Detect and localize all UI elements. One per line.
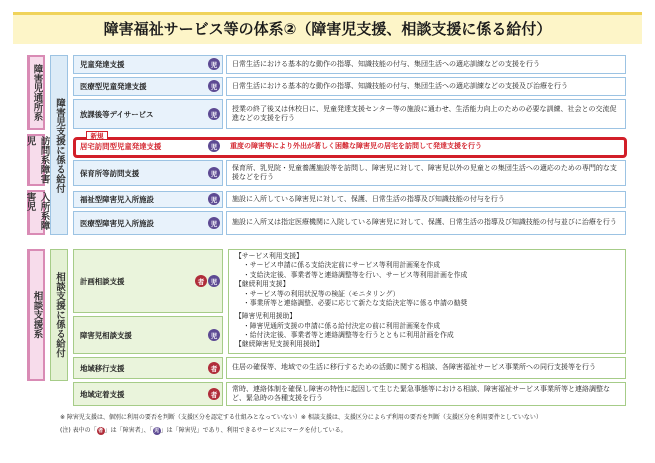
- desc-medical-residential: 施設に入所又は指定医療機関に入院している障害児に対して、保護、日常生活の指導及び知識技能の付与並びに治療を行う: [226, 211, 626, 235]
- child-badge: 児: [208, 275, 220, 287]
- consult-line: ・事業所等と連絡調整、必要に応じて新たな支給決定等に係る申請の勧奨: [243, 298, 468, 307]
- consultation-details: [228, 249, 626, 354]
- desc-medical-child-development: 日常生活における基本的な動作の指導、知識技能の付与、集団生活への適応訓練などの支援及び治療を行う: [226, 77, 626, 96]
- consult-line: 【継続障害児支援利用援助】: [235, 340, 324, 349]
- service-community-settlement: 地域定着支援: [73, 382, 223, 406]
- consult-line: 【サービス利用支援】: [235, 252, 303, 260]
- service-child-consultation: 障害児相談支援: [73, 316, 223, 354]
- service-home-visit-development: 居宅訪問型児童発達支援: [80, 142, 162, 151]
- desc-nursery-visit: 保育所、乳児院・児童養護施設等を訪問し、障害児に対して、障害児以外の児童との集団生活への適応のための専門的な支援などを行う: [226, 160, 626, 186]
- child-badge: 児: [208, 58, 220, 70]
- service-welfare-residential: 福祉型障害児入所施設: [73, 191, 223, 208]
- consult-line: ・サービス等の利用状況等の検証（モニタリング）: [243, 289, 400, 298]
- desc-community-settlement: 常時、連絡体制を確保し障害の特性に起因して生じた緊急事態等における相談、障害福祉サービス事業所等と連絡調整など、緊急時の各種支援を行う: [226, 382, 626, 406]
- consult-line: ・障害児通所支援の申請に係る給付決定の前に利用計画案を作成: [243, 321, 441, 330]
- group-label-consultation: 相談支援系: [27, 249, 45, 381]
- child-badge: 児: [208, 140, 220, 152]
- consult-line: ・サービス申請に係る支給決定前にサービス等利用計画案を作成: [243, 261, 441, 270]
- service-community-transition: 地域移行支援: [73, 357, 223, 379]
- adult-badge: 者: [98, 427, 104, 434]
- child-badge: 児: [208, 80, 220, 92]
- desc-child-development: 日常生活における基本的な動作の指導、知識技能の付与、集団生活への適応訓練などの支援を行う: [226, 55, 626, 74]
- group-label-child-visit: 訪問系障害児: [27, 134, 45, 186]
- category-label-consultation: 相談支援に係る給付: [50, 249, 68, 381]
- consult-line: 【継続利用支援】: [235, 280, 290, 289]
- adult-badge: 者: [195, 275, 207, 287]
- child-badge: 児: [208, 193, 220, 205]
- desc-home-visit-development: 重度の障害等により外出が著しく困難な障害児の居宅を訪問して発達支援を行う: [230, 142, 482, 150]
- child-badge: 児: [208, 167, 220, 179]
- child-badge: 児: [154, 427, 160, 434]
- footnote-1: ※ 障害児支援は、個別に利用の要否を判断（支援区分を認定する仕組みとなっていない）※ 相談支援は、支援区分によらず利用の要否を判断（支援区分を利用要件としていない）: [60, 414, 542, 421]
- desc-community-transition: 住居の確保等、地域での生活に移行するための活動に関する相談、各障害福祉サービス事業所への同行支援等を行う: [226, 357, 626, 379]
- consult-line: ・支給決定後、事業者等と連絡調整等を行い、サービス等利用計画を作成: [243, 270, 468, 279]
- group-label-child-daycare: 障害児通所系: [27, 55, 45, 130]
- page-title: 障害福祉サービス等の体系②（障害児支援、相談支援に係る給付）: [13, 12, 642, 44]
- child-badge: 児: [208, 329, 220, 341]
- child-badge: 児: [208, 217, 220, 229]
- service-medical-residential: 医療型障害児入所施設: [73, 211, 223, 235]
- new-label: 新規: [86, 131, 108, 140]
- service-child-development: 児童発達支援: [73, 55, 223, 74]
- consult-line: 【障害児利用援助】: [235, 312, 297, 321]
- service-nursery-visit: 保育所等訪問支援: [73, 160, 223, 186]
- service-plan-consultation: 計画相談支援: [73, 249, 223, 313]
- adult-badge: 者: [208, 362, 220, 374]
- category-label-child-support: 障害児支援に係る給付: [50, 55, 68, 235]
- child-badge: 児: [208, 108, 220, 120]
- service-medical-child-development: 医療型児童発達支援: [73, 77, 223, 96]
- footnote-2: (注) 表中の「者 」は「障害者」、「児 」は「障害児」であり、利用できるサービスにマークを付している。: [60, 427, 347, 434]
- desc-after-school-day: 授業の終了後又は休校日に、児童発達支援センター等の施設に通わせ、生活能力向上のための必要な訓練、社会との交流促進などの支援を行う: [226, 99, 626, 129]
- adult-badge: 者: [208, 388, 220, 400]
- service-after-school-day: 放課後等デイサービス: [73, 99, 223, 129]
- consult-line: ・給付決定後、事業者等と連絡調整等を行うとともに利用計画を作成: [243, 331, 454, 339]
- desc-welfare-residential: 施設に入所している障害児に対して、保護、日常生活の指導及び知識技能の付与を行う: [226, 191, 626, 208]
- group-label-child-residential: 入所系障害児: [27, 190, 45, 235]
